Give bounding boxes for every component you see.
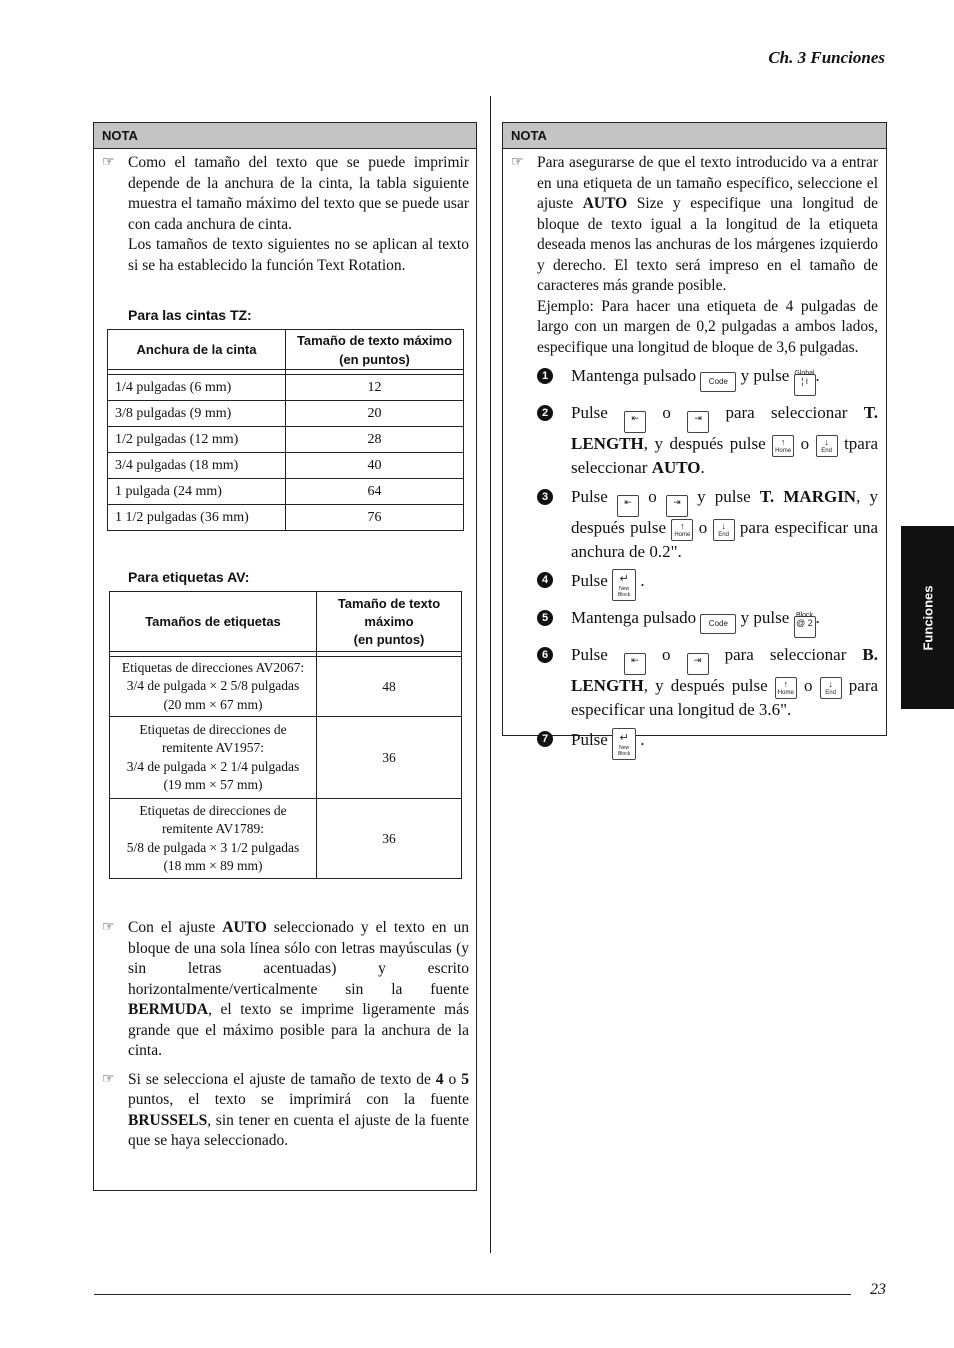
home-key: ↑ Home xyxy=(772,435,794,457)
auto-note: ☞ Con el ajuste AUTO seleccionado y el texto en un bloque de una sola línea sólo con letras mayúsculas (y sin letras acentuadas) y escrito horizontalmente/verticalmente sin la fuente BERMUDA, el texto se imprime ligeramente más grande que el máximo posible para la anchura de la cinta. xyxy=(102,919,469,1059)
home-key: ↑ Home xyxy=(775,677,797,699)
left-note-box xyxy=(93,122,477,1191)
av-table xyxy=(109,591,462,879)
table-row: 1/2 pulgadas (12 mm) 28 xyxy=(108,427,464,453)
tz-col-size-line2: (en puntos) xyxy=(339,351,410,367)
tz-col-size xyxy=(286,330,464,370)
tz-col-size-line1: Tamaño de texto máximo xyxy=(296,332,453,348)
pointing-hand-icon: ☞ xyxy=(102,1071,115,1087)
note-intro-text-2: Los tamaños de texto siguientes no se aplican al texto si se ha establecido la función Text Rotation. xyxy=(128,236,469,274)
table-row: Etiquetas de direcciones de remitente AV1957: 3/4 de pulgada × 2 1/4 pulgadas (19 mm × 57 mm) 36 xyxy=(110,717,462,799)
tz-col-width: Anchura de la cinta xyxy=(108,330,286,370)
right-arrow-key-icon: ⇥ xyxy=(687,653,709,675)
right-arrow-key-icon: ⇥ xyxy=(666,495,688,517)
note-intro xyxy=(94,153,469,276)
global-key: Global ¦ i xyxy=(794,374,816,396)
right-note-box xyxy=(502,122,887,757)
step-3: 3 Pulse ⇤ o ⇥ y pulse T. MARGIN, y después pulse ↑ Home o ↓ End para especificar una anchura de 0.2". xyxy=(537,486,878,564)
note-intro-text: Como el tamaño del texto que se puede imprimir depende de la anchura de la cinta, la tabla siguiente muestra el tamaño máximo del texto que se puede usar con cada anchura de cinta. xyxy=(128,154,469,233)
left-arrow-key-icon: ⇤ xyxy=(624,411,646,433)
example-text: Ejemplo: Para hacer una etiqueta de 4 pulgadas de largo con un margen de 0,2 pulgadas a ambos lados, especifique una longitud de bloque de 3,6 pulgadas. xyxy=(537,297,878,356)
left-arrow-key-icon: ⇤ xyxy=(624,653,646,675)
step-5: 5 Mantenga pulsado Code y pulse Block @ 2 . xyxy=(537,607,878,638)
enter-key-icon: ↵ New Block xyxy=(612,728,636,760)
av-col-size-line2: máximo xyxy=(364,613,414,629)
page-number: 23 xyxy=(870,1281,886,1298)
step-7: 7 Pulse ↵ New Block . xyxy=(537,728,878,760)
tz-table xyxy=(107,329,464,531)
side-tab-label: Funciones xyxy=(920,584,935,651)
table-row: 1/4 pulgadas (6 mm) 12 xyxy=(108,375,464,401)
av-heading: Para etiquetas AV: xyxy=(128,569,250,585)
table-row: 3/8 pulgadas (9 mm) 20 xyxy=(108,401,464,427)
pointing-hand-icon: ☞ xyxy=(511,155,524,170)
tz-heading: Para las cintas TZ: xyxy=(128,307,252,323)
column-divider xyxy=(490,96,491,1253)
pointing-hand-icon: ☞ xyxy=(102,920,115,935)
step-list xyxy=(537,365,878,760)
step-1: 1 Mantenga pulsado Code y pulse Global ¦ i . xyxy=(537,365,878,396)
av-col-size-line3: (en puntos) xyxy=(353,631,425,647)
table-row: 1 pulgada (24 mm) 64 xyxy=(108,479,464,505)
table-row: Etiquetas de direcciones AV2067: 3/4 de pulgada × 2 5/8 pulgadas (20 mm × 67 mm) 48 xyxy=(110,657,462,717)
step-2: 2 Pulse ⇤ o ⇥ para seleccionar T. LENGTH, y después pulse ↑ Home o ↓ End tpara seleccionar AUTO. xyxy=(537,402,878,480)
home-key: ↑ Home xyxy=(671,519,693,541)
pointing-hand-icon: ☞ xyxy=(102,155,115,170)
right-note-title: NOTA xyxy=(503,123,886,149)
size-note: ☞ Si se selecciona el ajuste de tamaño de texto de 4 o 5 puntos, el texto se imprimirá con la fuente BRUSSELS, sin tener en cuenta el ajuste de la fuente que se haya seleccionado. xyxy=(102,1070,469,1149)
end-key: ↓ End xyxy=(816,435,838,457)
table-row: Etiquetas de direcciones de remitente AV1789: 5/8 de pulgada × 3 1/2 pulgadas (18 mm × 89 mm) 36 xyxy=(110,799,462,879)
end-key: ↓ End xyxy=(820,677,842,699)
code-key: Code xyxy=(700,614,736,634)
table-row: 1 1/2 pulgadas (36 mm) 76 xyxy=(108,505,464,531)
table-row: 3/4 pulgadas (18 mm) 40 xyxy=(108,453,464,479)
enter-key-icon: ↵ New Block xyxy=(612,569,636,601)
av-col-size xyxy=(317,592,462,652)
av-col-label: Tamaños de etiquetas xyxy=(110,592,317,652)
side-tab xyxy=(901,526,954,709)
footer-rule xyxy=(94,1294,851,1295)
code-key: Code xyxy=(700,372,736,392)
left-arrow-key-icon: ⇤ xyxy=(617,495,639,517)
chapter-header: Ch. 3 Funciones xyxy=(768,48,885,67)
right-arrow-key-icon: ⇥ xyxy=(687,411,709,433)
right-note-intro: ☞ Para asegurarse de que el texto introducido va a entrar en una etiqueta de un tamaño específico, seleccione el ajuste AUTO Size y especifique una longitud de bloque de texto igual a la longitud de la etiqueta deseada menos las anchuras de los márgenes izquierdo y derecho. El texto será impreso en el tamaño de caracteres más grande posible. Ejemplo: Para hacer una etiqueta de 4 pulgadas de largo con un margen de 0,2 pulgadas a ambos lados, especifique una longitud de bloque de 3,6 pulgadas. xyxy=(503,153,878,358)
left-note-title: NOTA xyxy=(94,123,476,149)
step-4: 4 Pulse ↵ New Block . xyxy=(537,569,878,601)
av-col-size-line1: Tamaño de texto xyxy=(337,595,441,611)
step-6: 6 Pulse ⇤ o ⇥ para seleccionar B. LENGTH, y después pulse ↑ Home o ↓ End para especificar una longitud de 3.6". xyxy=(537,644,878,722)
block-key: Block @ 2 xyxy=(794,616,816,638)
end-key: ↓ End xyxy=(713,519,735,541)
